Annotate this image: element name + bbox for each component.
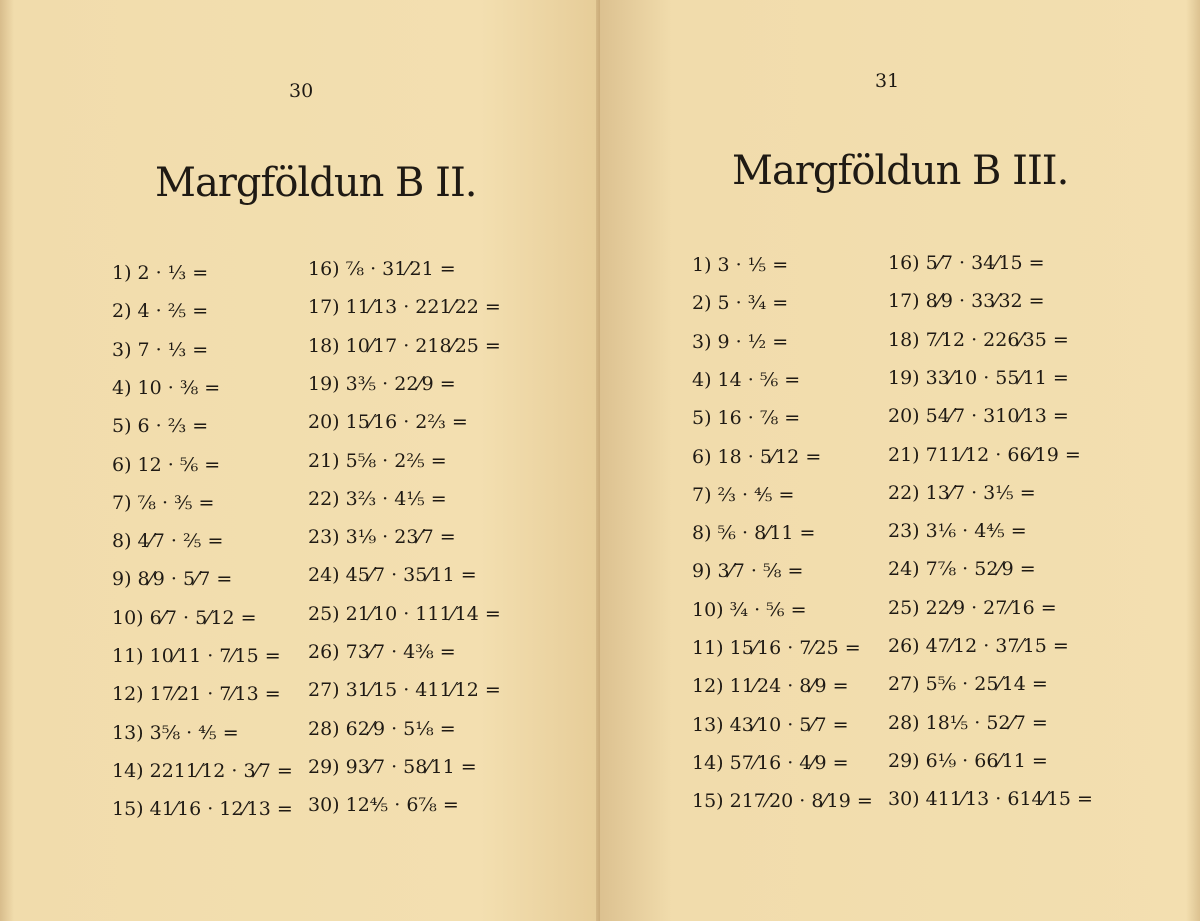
exercise-item: 18) 10⁄17 · 218⁄25 = <box>308 335 501 357</box>
exercise-item: 28) 62⁄9 · 5⅛ = <box>308 718 456 740</box>
exercise-item: 12) 11⁄24 · 8⁄9 = <box>692 675 849 697</box>
exercise-item: 15) 217⁄20 · 8⁄19 = <box>692 790 873 812</box>
exercise-item: 10) 6⁄7 · 5⁄12 = <box>112 607 257 629</box>
exercise-item: 1) 3 · ⅕ = <box>692 254 789 276</box>
exercise-item: 16) 5⁄7 · 34⁄15 = <box>888 252 1045 274</box>
page-number: 30 <box>289 80 314 102</box>
exercise-item: 20) 15⁄16 · 2⅔ = <box>308 411 468 433</box>
exercise-item: 12) 17⁄21 · 7⁄13 = <box>112 683 281 705</box>
exercise-item: 4) 10 · ⅜ = <box>112 377 221 399</box>
exercise-item: 29) 6⅑ · 66⁄11 = <box>888 750 1048 772</box>
exercise-item: 21) 5⅝ · 2⅖ = <box>308 450 447 472</box>
exercise-item: 6) 12 · ⅚ = <box>112 454 221 476</box>
exercise-item: 14) 57⁄16 · 4⁄9 = <box>692 752 849 774</box>
exercise-item: 25) 21⁄10 · 111⁄14 = <box>308 603 501 625</box>
exercise-item: 2) 4 · ⅖ = <box>112 300 209 322</box>
exercise-item: 24) 45⁄7 · 35⁄11 = <box>308 564 477 586</box>
exercise-item: 22) 3⅔ · 4⅕ = <box>308 488 447 510</box>
exercise-item: 11) 15⁄16 · 7⁄25 = <box>692 637 861 659</box>
exercise-item: 28) 18⅕ · 52⁄7 = <box>888 712 1048 734</box>
exercise-item: 18) 7⁄12 · 226⁄35 = <box>888 329 1069 351</box>
exercise-item: 16) ⅞ · 31⁄21 = <box>308 258 456 280</box>
right-page-edge <box>1186 0 1200 921</box>
exercise-item: 8) 4⁄7 · ⅖ = <box>112 530 224 552</box>
exercise-item: 29) 93⁄7 · 58⁄11 = <box>308 756 477 778</box>
exercise-item: 20) 54⁄7 · 310⁄13 = <box>888 405 1069 427</box>
exercise-item: 27) 5⅚ · 25⁄14 = <box>888 673 1048 695</box>
exercise-item: 13) 3⅝ · ⅘ = <box>112 722 239 744</box>
exercise-item: 11) 10⁄11 · 7⁄15 = <box>112 645 281 667</box>
exercise-item: 17) 11⁄13 · 221⁄22 = <box>308 296 501 318</box>
exercise-item: 26) 47⁄12 · 37⁄15 = <box>888 635 1069 657</box>
exercise-item: 7) ⅔ · ⅘ = <box>692 484 795 506</box>
left-page-edge <box>0 0 14 921</box>
exercise-item: 30) 12⅘ · 6⅞ = <box>308 794 459 816</box>
exercise-item: 24) 7⅞ · 52⁄9 = <box>888 558 1036 580</box>
exercise-item: 23) 3⅑ · 23⁄7 = <box>308 526 456 548</box>
exercise-item: 22) 13⁄7 · 3⅕ = <box>888 482 1036 504</box>
exercise-item: 4) 14 · ⅚ = <box>692 369 801 391</box>
exercise-item: 17) 8⁄9 · 33⁄32 = <box>888 290 1045 312</box>
exercise-item: 9) 3⁄7 · ⅝ = <box>692 560 804 582</box>
exercise-item: 23) 3⅙ · 4⅘ = <box>888 520 1027 542</box>
exercise-item: 5) 16 · ⅞ = <box>692 407 801 429</box>
exercise-item: 3) 7 · ⅓ = <box>112 339 209 361</box>
exercise-item: 21) 711⁄12 · 66⁄19 = <box>888 444 1081 466</box>
exercise-item: 9) 8⁄9 · 5⁄7 = <box>112 568 233 590</box>
right-page <box>600 0 1200 921</box>
exercise-item: 30) 411⁄13 · 614⁄15 = <box>888 788 1093 810</box>
exercise-item: 13) 43⁄10 · 5⁄7 = <box>692 714 849 736</box>
exercise-item: 1) 2 · ⅓ = <box>112 262 209 284</box>
exercise-item: 6) 18 · 5⁄12 = <box>692 446 822 468</box>
exercise-item: 19) 33⁄10 · 55⁄11 = <box>888 367 1069 389</box>
exercise-item: 5) 6 · ⅔ = <box>112 415 209 437</box>
exercise-item: 26) 73⁄7 · 4⅜ = <box>308 641 456 663</box>
exercise-item: 19) 3⅗ · 22⁄9 = <box>308 373 456 395</box>
page-number: 31 <box>875 70 900 92</box>
exercise-item: 15) 41⁄16 · 12⁄13 = <box>112 798 293 820</box>
exercise-item: 8) ⅚ · 8⁄11 = <box>692 522 816 544</box>
page-title: Margföldun B III. <box>732 148 1069 194</box>
exercise-item: 3) 9 · ½ = <box>692 331 789 353</box>
exercise-item: 27) 31⁄15 · 411⁄12 = <box>308 679 501 701</box>
exercise-item: 25) 22⁄9 · 27⁄16 = <box>888 597 1057 619</box>
exercise-item: 7) ⅞ · ⅗ = <box>112 492 215 514</box>
page-title: Margföldun B II. <box>155 160 477 206</box>
exercise-item: 2) 5 · ¾ = <box>692 292 789 314</box>
exercise-item: 10) ¾ · ⅚ = <box>692 599 807 621</box>
exercise-item: 14) 2211⁄12 · 3⁄7 = <box>112 760 293 782</box>
